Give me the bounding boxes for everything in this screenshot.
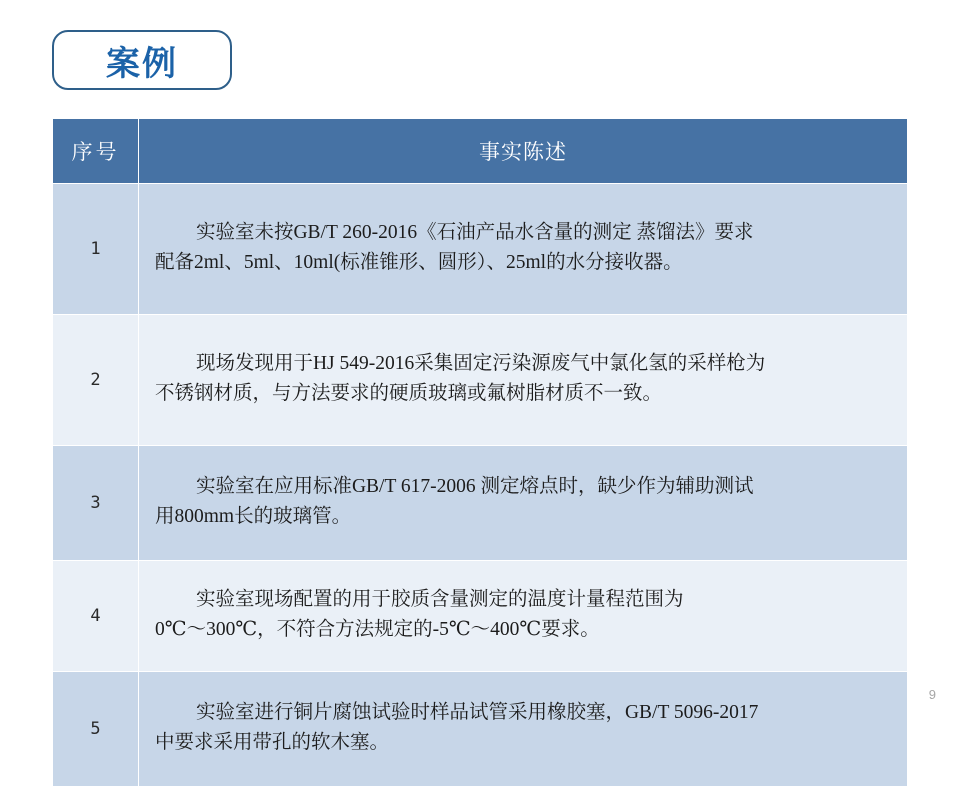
statement-line: 实验室未按GB/T 260-2016《石油产品水含量的测定 蒸馏法》要求 [195,221,754,243]
title-pill [52,30,232,90]
statement-line: 用800mm长的玻璃管。 [155,506,352,527]
statement-line: 配备2ml、5ml、10ml(标准锥形、圆形）、25ml的水分接收器。 [155,252,683,273]
statement-line: 中要求采用带孔的软木塞。 [155,732,390,753]
statement-line: 实验室现场配置的用于胶质含量测定的温度计量程范围为 [195,588,684,610]
column-header-no: 序号 [53,119,139,184]
page-title: 案例 [106,43,178,84]
table-row [53,672,908,787]
row-statement [139,315,908,446]
row-statement [139,446,908,561]
page-number: 9 [928,687,936,702]
statement-line: 实验室在应用标准GB/T 617-2006 测定熔点时，缺少作为辅助测试 [195,475,754,497]
statement-line: 实验室进行铜片腐蚀试验时样品试管采用橡胶塞，GB/T 5096-2017 [195,701,759,723]
column-header-statement: 事实陈述 [139,119,908,184]
table-row [53,315,908,446]
table-header [53,119,908,184]
row-number: 5 [53,672,139,787]
row-statement [139,561,908,672]
row-statement [139,672,908,787]
statement-line: 现场发现用于HJ 549-2016采集固定污染源废气中氯化氢的采样枪为 [195,352,766,374]
table-row [53,561,908,672]
table-row [53,446,908,561]
table-header-row [53,119,908,184]
statement-line: 0℃～300℃，不符合方法规定的-5℃～400℃要求。 [155,619,600,640]
table-row [53,184,908,315]
row-number: 1 [53,184,139,315]
fact-table [52,118,908,787]
table-body [53,184,908,787]
statement-line: 不锈钢材质，与方法要求的硬质玻璃或氟树脂材质不一致。 [155,383,663,404]
row-statement [139,184,908,315]
row-number: 2 [53,315,139,446]
row-number: 4 [53,561,139,672]
row-number: 3 [53,446,139,561]
